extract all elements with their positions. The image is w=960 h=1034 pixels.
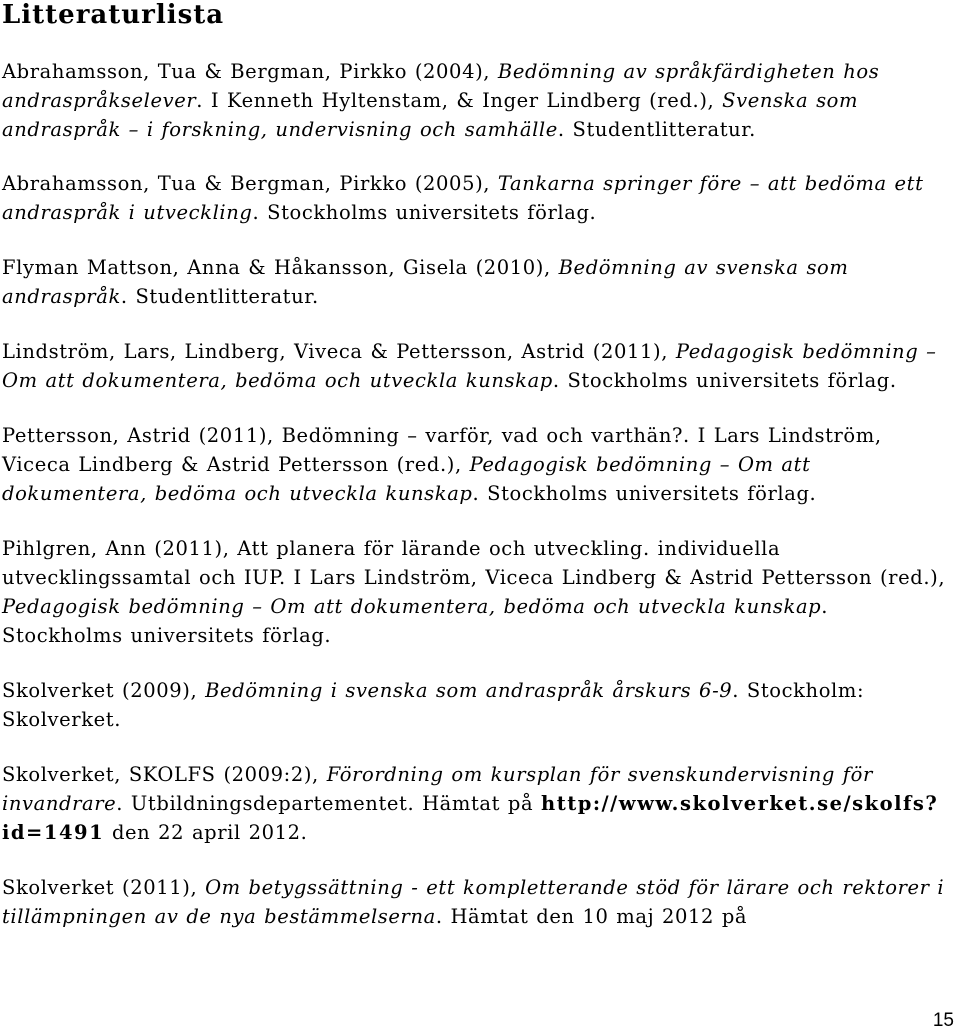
reference-authors: Pihlgren, Ann (2011), Att planera för lärande och utveckling. individuella utvecklingssamtal och IUP. I Lars Lindström, Viceca Lindberg & Astrid Pettersson (red.), [2,537,946,589]
reference-authors: Flyman Mattson, Anna & Håkansson, Gisela (2010), [2,256,551,279]
reference-title: Om betygssättning - ett kompletterande stöd för lärare och rektorer i tillämpningen av de nya bestämmelserna [2,876,945,928]
reference-authors: Skolverket, SKOLFS (2009:2), [2,763,319,786]
reference-authors: Skolverket (2011), [2,876,198,899]
reference-accessed: . Hämtat den 10 maj 2012 på [435,905,748,928]
reference-item [2,421,954,508]
reference-book-title: Svenska som andraspråk – i forskning, undervisning och samhälle [2,89,859,141]
reference-authors: Pettersson, Astrid (2011), Bedömning – varför, vad och varthän?. I Lars Lindström, Viceca Lindberg & Astrid Pettersson (red.), [2,424,882,476]
reference-item [2,57,954,144]
reference-title: Pedagogisk bedömning – Om att dokumentera, bedöma och utveckla kunskap [2,595,822,618]
reference-item [2,873,954,931]
reference-title: Bedömning i svenska som andraspråk årskurs 6-9 [205,679,733,702]
reference-item [2,253,954,311]
reference-item [2,534,954,650]
reference-authors: Abrahamsson, Tua & Bergman, Pirkko (2005), [2,172,491,195]
document-page [2,0,954,931]
reference-publisher: . Stockholms universitets förlag. [2,595,829,647]
reference-item [2,760,954,847]
reference-publisher: . Studentlitteratur. [557,118,756,141]
reference-authors: Abrahamsson, Tua & Bergman, Pirkko (2004), [2,60,491,83]
reference-publisher: . Stockholms universitets förlag. [472,482,817,505]
reference-title: Bedömning av språkfärdigheten hos andraspråkselever [2,60,880,112]
reference-middle: . I Kenneth Hyltenstam, & Inger Lindberg (red.), [196,89,715,112]
page-number: 15 [932,1010,954,1031]
reference-item [2,169,954,227]
reference-publisher: . Stockholms universitets förlag. [252,201,597,224]
reference-item [2,676,954,734]
reference-publisher: . Stockholm: Skolverket. [2,679,865,731]
reference-title: Bedömning av svenska som andraspråk [2,256,849,308]
page-title: Litteraturlista [2,0,225,30]
reference-authors: Lindström, Lars, Lindberg, Viveca & Pettersson, Astrid (2011), [2,340,669,363]
reference-title: Pedagogisk bedömning – Om att dokumentera, bedöma och utveckla kunskap [2,453,811,505]
reference-title: Förordning om kursplan för svenskundervisning för invandrare [2,763,873,815]
reference-title: Tankarna springer före – att bedöma ett andraspråk i utveckling [2,172,924,224]
reference-publisher: . Stockholms universitets förlag. [552,369,897,392]
reference-title: Pedagogisk bedömning – Om att dokumentera, bedöma och utveckla kunskap [2,340,937,392]
reference-publisher: . Studentlitteratur. [120,285,319,308]
reference-middle: . Utbildningsdepartementet. Hämtat på [116,792,534,815]
reference-link[interactable]: http://www.skolverket.se/skolfs?id=1491 [2,792,939,844]
reference-accessed: den 22 april 2012. [104,821,308,844]
reference-item [2,337,954,395]
reference-authors: Skolverket (2009), [2,679,198,702]
